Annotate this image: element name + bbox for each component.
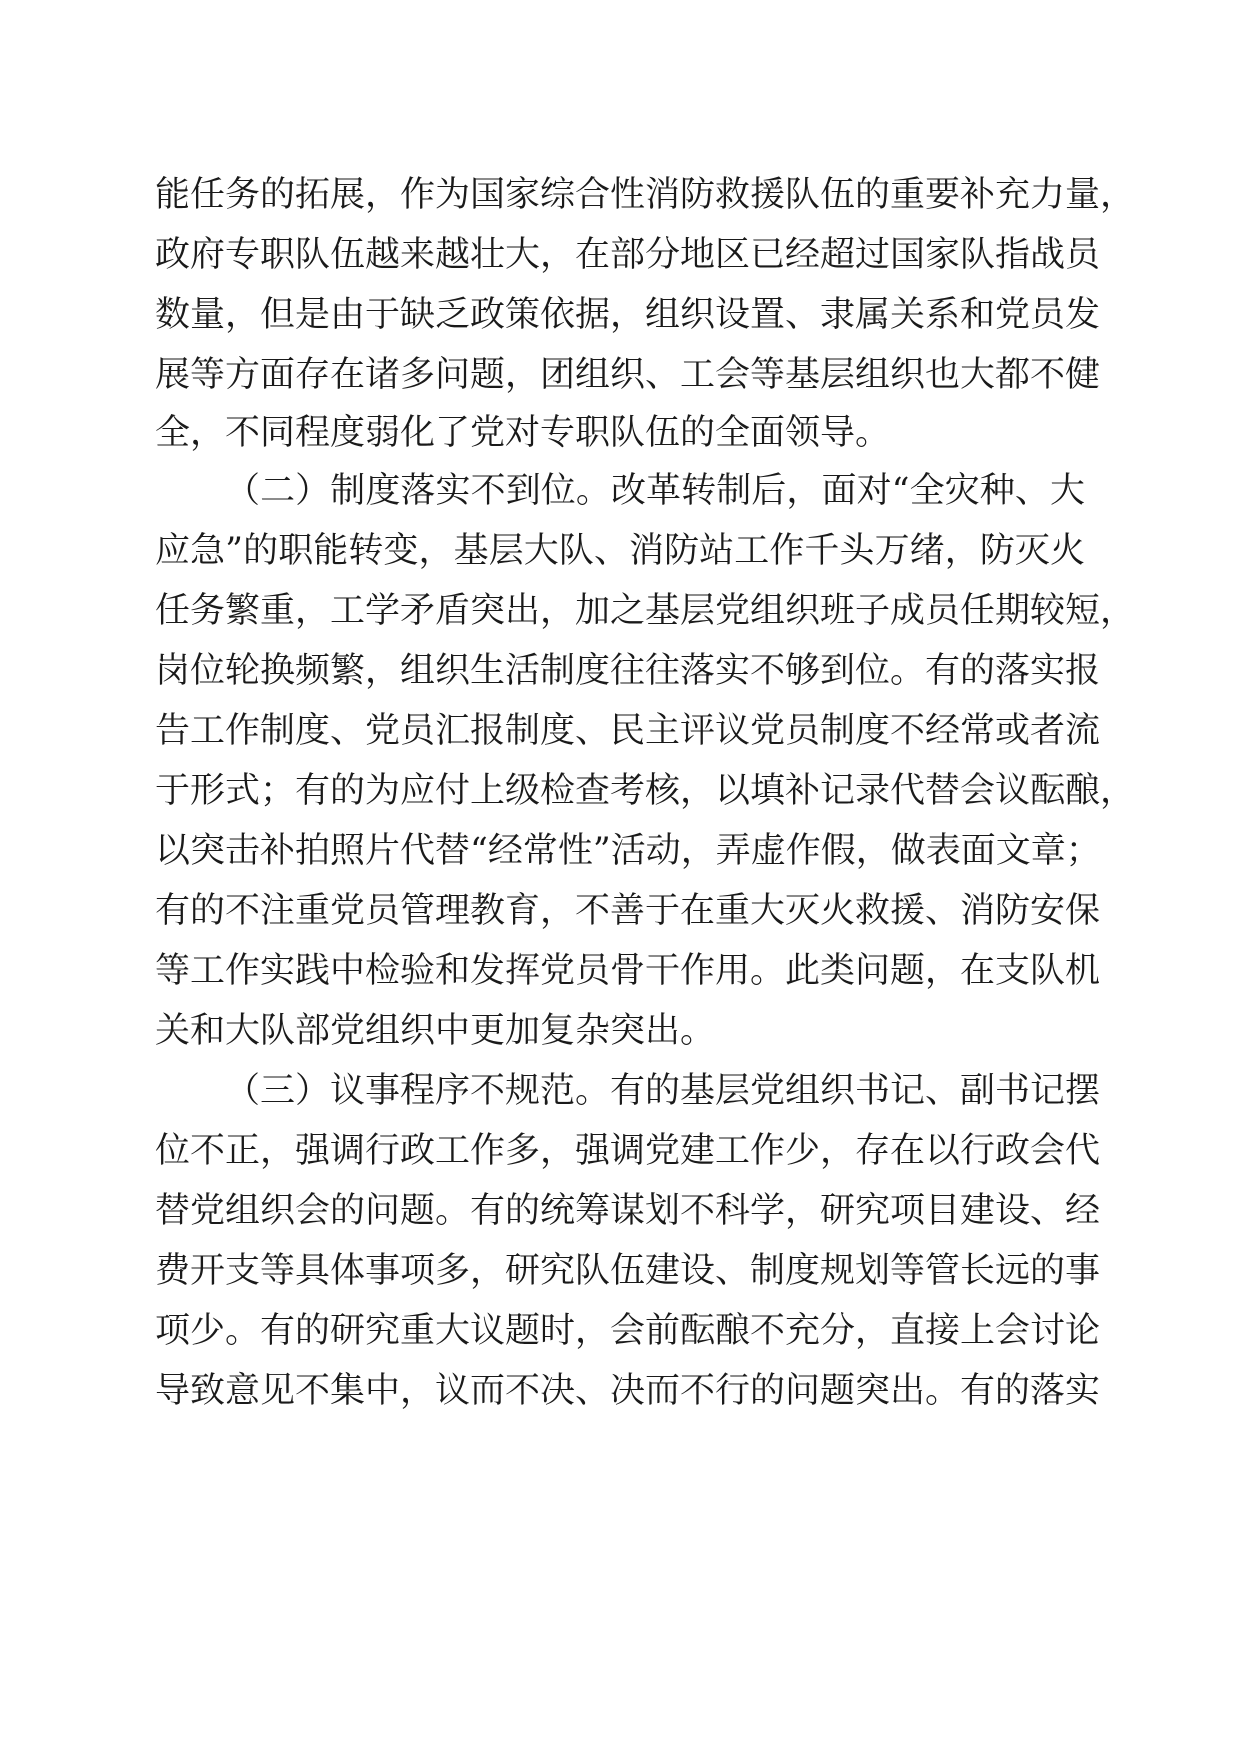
body-text-line: 能任务的拓展，作为国家综合性消防救援队伍的重要补充力量， <box>155 175 1136 215</box>
body-text-line: 应急”的职能转变，基层大队、消防站工作千头万绪，防灭火 <box>155 531 1085 571</box>
body-text-line: 关和大队部党组织中更加复杂突出。 <box>155 1011 716 1051</box>
body-text-line: 等工作实践中检验和发挥党员骨干作用。此类问题，在支队机 <box>155 951 1101 991</box>
body-text-line: 展等方面存在诸多问题，团组织、工会等基层组织也大都不健 <box>155 355 1101 395</box>
body-text-line: 费开支等具体事项多，研究队伍建设、制度规划等管长远的事 <box>155 1251 1101 1291</box>
body-text-line: 告工作制度、党员汇报制度、民主评议党员制度不经常或者流 <box>155 711 1101 751</box>
body-text-line: 全，不同程度弱化了党对专职队伍的全面领导。 <box>155 413 891 453</box>
body-text-line: 岗位轮换频繁，组织生活制度往往落实不够到位。有的落实报 <box>155 651 1101 691</box>
body-text-line: 位不正，强调行政工作多，强调党建工作少，存在以行政会代 <box>155 1131 1101 1171</box>
body-text-line: 于形式；有的为应付上级检查考核，以填补记录代替会议酝酿， <box>155 771 1136 811</box>
body-text-line: 以突击补拍照片代替“经常性”活动，弄虚作假，做表面文章； <box>155 831 1101 871</box>
body-text-line: 替党组织会的问题。有的统筹谋划不科学，研究项目建设、经 <box>155 1191 1101 1231</box>
body-text-line: 数量，但是由于缺乏政策依据，组织设置、隶属关系和党员发 <box>155 295 1101 335</box>
body-text-line: 导致意见不集中，议而不决、决而不行的问题突出。有的落实 <box>155 1371 1101 1411</box>
body-text-line: 任务繁重，工学矛盾突出，加之基层党组织班子成员任期较短， <box>155 591 1136 631</box>
section-heading-line: （三）议事程序不规范。有的基层党组织书记、副书记摆 <box>225 1071 1101 1111</box>
body-text-line: 有的不注重党员管理教育，不善于在重大灭火救援、消防安保 <box>155 891 1101 931</box>
section-heading-line: （二）制度落实不到位。改革转制后，面对“全灾种、大 <box>225 471 1085 511</box>
body-text-line: 政府专职队伍越来越壮大，在部分地区已经超过国家队指战员 <box>155 235 1101 275</box>
body-text-line: 项少。有的研究重大议题时，会前酝酿不充分，直接上会讨论 <box>155 1311 1101 1351</box>
